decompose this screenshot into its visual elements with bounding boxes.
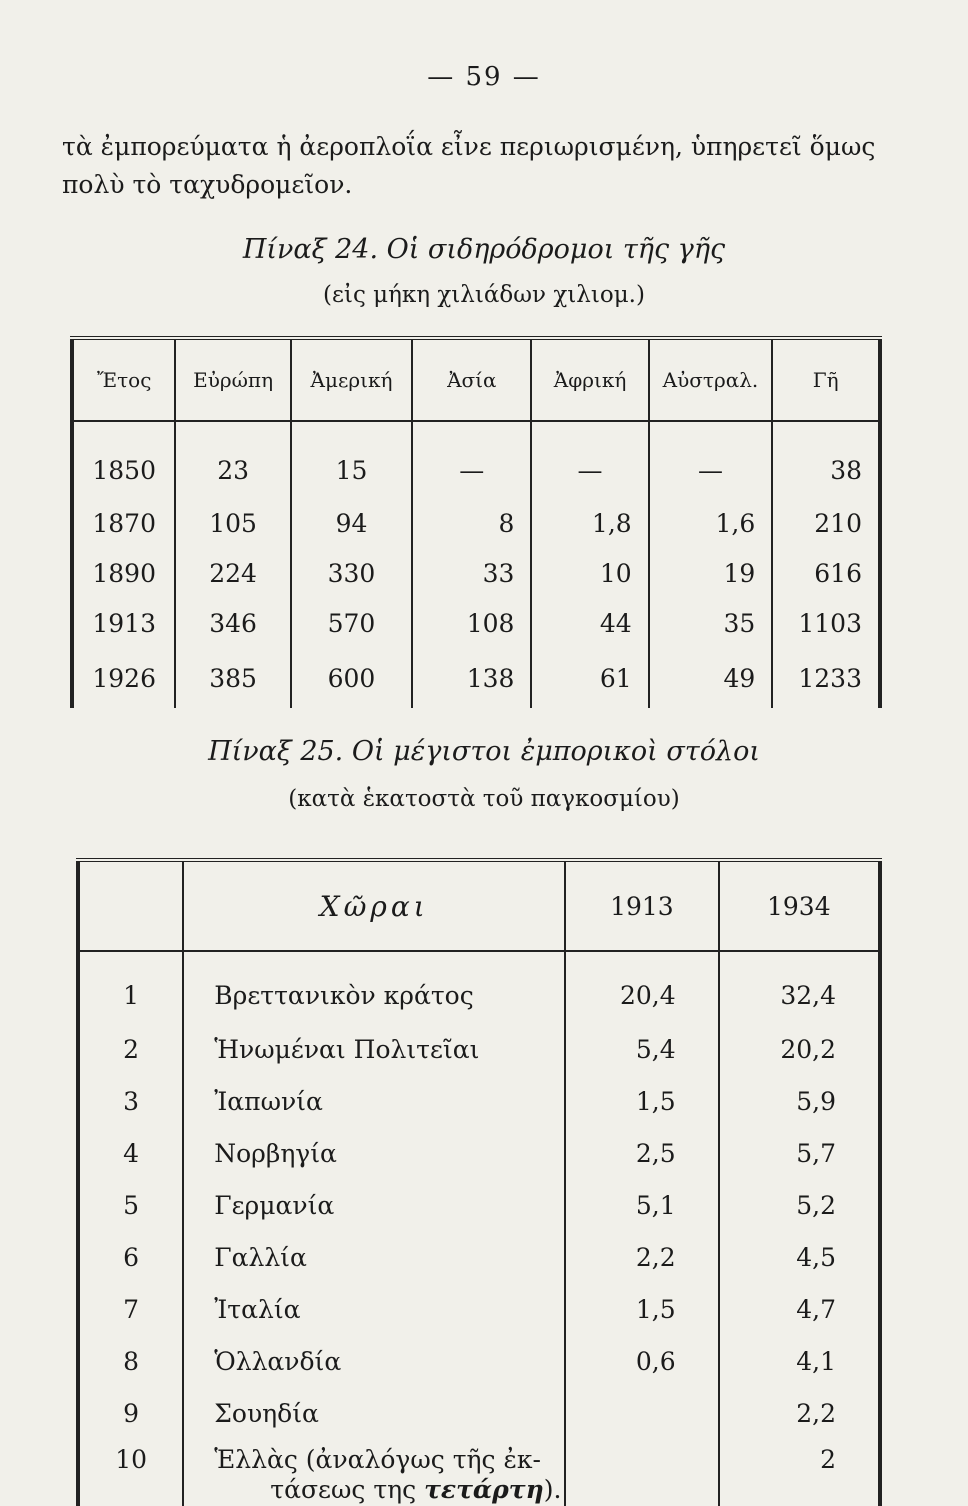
t2-rank: 1 [78, 951, 183, 1023]
t2-value-1934: 4,7 [796, 1294, 836, 1324]
t2-value-1934: 4,5 [796, 1242, 836, 1272]
t2-country-line2-a: τάσεως της [270, 1475, 425, 1504]
table-row [72, 648, 880, 708]
t1-cell: 108 [412, 598, 531, 648]
t1-cell: — [649, 421, 773, 498]
t1-cell: 33 [412, 548, 531, 598]
table-row [72, 598, 880, 648]
t2-value-1913 [565, 1387, 718, 1439]
t2-header-1934: 1934 [719, 860, 880, 951]
t2-country: Γερμανία [183, 1179, 565, 1231]
table2-header-row [78, 860, 880, 951]
t1-cell: 616 [814, 558, 862, 588]
t1-header-year: Ἔτος [72, 338, 175, 421]
t1-cell: 105 [175, 498, 290, 548]
t1-cell: 1926 [72, 648, 175, 708]
t2-value-1913: 0,6 [565, 1335, 718, 1387]
t2-value-1913: 2,2 [565, 1231, 718, 1283]
t2-rank: 8 [78, 1335, 183, 1387]
t1-cell: 44 [531, 598, 648, 648]
t2-value-1934: 5,2 [796, 1190, 836, 1220]
t2-country-line2-em: τετάρτη [424, 1475, 544, 1504]
t1-cell: 1,8 [531, 498, 648, 548]
merchant-fleets-table [76, 858, 882, 1506]
table-row [78, 951, 880, 1023]
table-row [72, 548, 880, 598]
table-row [72, 421, 880, 498]
table1-title: Πίναξ 24. Οἱ σιδηρόδρομοι τῆς γῆς [242, 234, 726, 265]
t2-value-1934: 4,1 [796, 1346, 836, 1376]
t2-rank: 10 [78, 1439, 183, 1506]
intro-paragraph [62, 128, 902, 204]
t2-value-1913: 1,5 [565, 1283, 718, 1335]
t2-value-1913 [565, 1439, 718, 1506]
table-row [72, 498, 880, 548]
t2-value-1934: 2 [820, 1445, 836, 1474]
table-row [78, 1179, 880, 1231]
t1-header-world: Γῆ [772, 338, 880, 421]
t1-cell: 346 [175, 598, 290, 648]
t2-rank: 9 [78, 1387, 183, 1439]
t1-cell: 1850 [72, 421, 175, 498]
t2-value-1934: 2,2 [796, 1398, 836, 1428]
table-row [78, 1023, 880, 1075]
t2-country-line1: Ἑλλὰς (ἀναλόγως τῆς ἐκ- [214, 1445, 541, 1474]
t1-cell: — [531, 421, 648, 498]
t1-cell: 8 [412, 498, 531, 548]
t1-cell: 1,6 [649, 498, 773, 548]
t1-header-asia: Ἀσία [412, 338, 531, 421]
t2-country-line2-b: ). [543, 1475, 562, 1504]
t2-value-1913: 1,5 [565, 1075, 718, 1127]
t2-value-1934: 5,7 [796, 1138, 836, 1168]
page-number: — 59 — [427, 62, 541, 92]
t1-cell: 1870 [72, 498, 175, 548]
t1-cell: 600 [291, 648, 412, 708]
t1-cell: 570 [291, 598, 412, 648]
t1-cell: 19 [649, 548, 773, 598]
t2-rank: 5 [78, 1179, 183, 1231]
table2-title: Πίναξ 25. Οἱ μέγιστοι ἐμπορικοὶ στόλοι [208, 736, 760, 767]
t1-cell: 1913 [72, 598, 175, 648]
t1-header-africa: Ἀφρική [531, 338, 648, 421]
table-row [78, 1335, 880, 1387]
t1-cell: 94 [291, 498, 412, 548]
t1-cell: 38 [830, 455, 862, 485]
t2-rank: 4 [78, 1127, 183, 1179]
table1-subtitle: (εἰς μήκη χιλιάδων χιλιομ.) [323, 282, 645, 308]
table-row [78, 1075, 880, 1127]
t2-rank: 7 [78, 1283, 183, 1335]
t2-rank: 6 [78, 1231, 183, 1283]
t2-country: Σουηδία [183, 1387, 565, 1439]
t2-country: Νορβηγία [183, 1127, 565, 1179]
t1-cell: 385 [175, 648, 290, 708]
t1-cell: 61 [531, 648, 648, 708]
t1-cell: 210 [814, 508, 862, 538]
t1-header-europe: Εὐρώπη [175, 338, 290, 421]
t1-cell: 1890 [72, 548, 175, 598]
table-row [78, 1283, 880, 1335]
table-row [78, 1387, 880, 1439]
t2-country: Ἡνωμέναι Πολιτεῖαι [183, 1023, 565, 1075]
t2-header-1913: 1913 [565, 860, 718, 951]
t2-country: Ἰαπωνία [183, 1075, 565, 1127]
t2-rank: 2 [78, 1023, 183, 1075]
table2-subtitle: (κατὰ ἑκατοστὰ τοῦ παγκοσμίου) [288, 786, 680, 812]
t2-value-1934: 5,9 [796, 1086, 836, 1116]
t1-cell: 1103 [798, 608, 862, 638]
t2-country: Ἰταλία [183, 1283, 565, 1335]
t1-cell: 15 [291, 421, 412, 498]
t2-value-1913: 2,5 [565, 1127, 718, 1179]
table-row [78, 1439, 880, 1506]
t2-country: Ὁλλανδία [183, 1335, 565, 1387]
t2-country: Βρεττανικὸν κράτος [183, 951, 565, 1023]
t1-cell: 49 [649, 648, 773, 708]
table1-header-row [72, 338, 880, 421]
t2-value-1934: 32,4 [780, 980, 836, 1010]
t2-header-countries: Χῶραι [183, 860, 565, 951]
table-row [78, 1231, 880, 1283]
intro-line-1: τὰ ἐμπορεύματα ἡ ἀεροπλοΐα εἶνε περιωρισμένη, ὑπηρετεῖ ὅμως [62, 132, 876, 161]
t2-value-1913: 5,4 [565, 1023, 718, 1075]
t1-cell: 224 [175, 548, 290, 598]
t1-header-australia: Αὐστραλ. [649, 338, 773, 421]
t2-country [183, 1439, 565, 1506]
t1-cell: — [412, 421, 531, 498]
t2-value-1913: 5,1 [565, 1179, 718, 1231]
intro-line-2: πολὺ τὸ ταχυδρομεῖον. [62, 170, 353, 199]
railways-table [70, 336, 882, 708]
t2-rank: 3 [78, 1075, 183, 1127]
t1-cell: 330 [291, 548, 412, 598]
t1-cell: 35 [649, 598, 773, 648]
t1-cell: 138 [412, 648, 531, 708]
t2-value-1934: 20,2 [780, 1034, 836, 1064]
t1-cell: 23 [175, 421, 290, 498]
t2-value-1913: 20,4 [565, 951, 718, 1023]
t1-cell: 1233 [798, 663, 862, 693]
table-row [78, 1127, 880, 1179]
t1-header-america: Ἀμερική [291, 338, 412, 421]
t2-country: Γαλλία [183, 1231, 565, 1283]
t2-header-rank [78, 860, 183, 951]
t1-cell: 10 [531, 548, 648, 598]
